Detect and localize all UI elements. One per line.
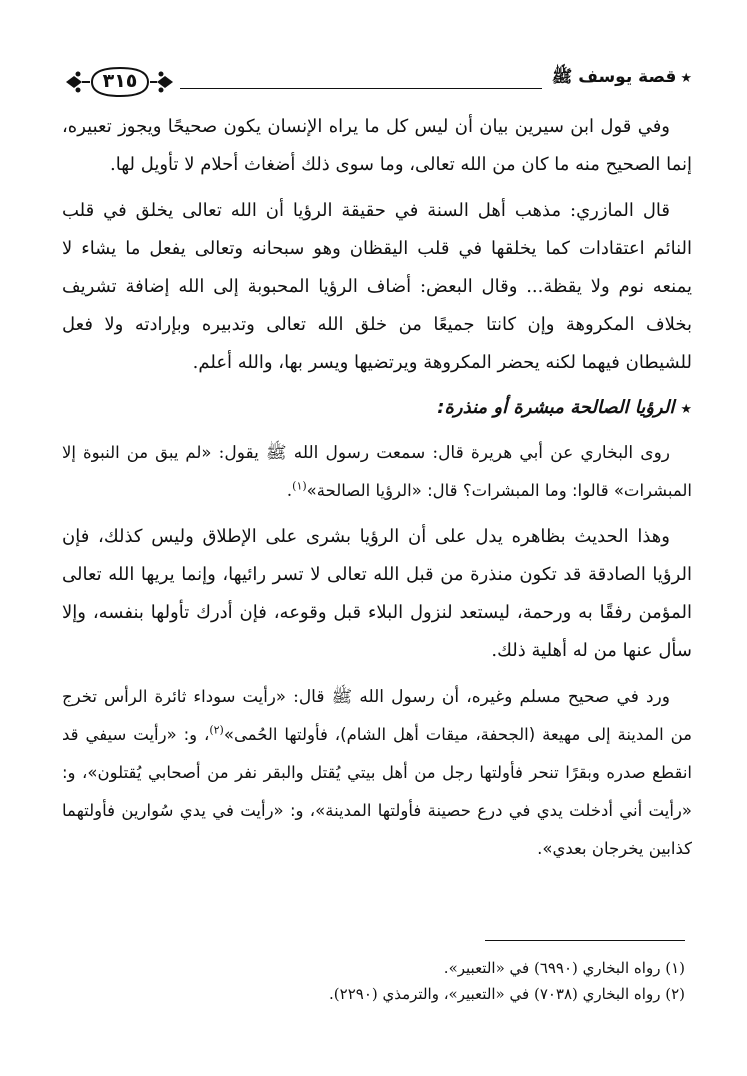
footnote-ref: (٢) [209, 723, 224, 737]
page-number: ٣١٥ [102, 70, 138, 92]
paragraph-1: وفي قول ابن سيرين بيان أن ليس كل ما يراه الإنسان يكون صحيحًا ويجوز تعبيره، إنما الصحيح منه ما كان من الله تعالى، وما سوى ذلك أضغاث أحلام لا تأويل لها. [62, 116, 692, 175]
hadith-quote: «رأيت سوداء ثائرة الرأس تخرج من المدينة إلى مهيعة (الجحفة، ميقات أهل الشام)، فأولتها الحُمى» [62, 687, 692, 744]
paragraph-4: وهذا الحديث بظاهره يدل على أن الرؤيا بشرى على الإطلاق وليس كذلك، فإن الرؤيا الصادقة قد تكون منذرة من قبل الله تعالى لا تسر رائيها، وإنما يريها الله تعالى المؤمن رفقًا به ورحمة، ليستعد لنزول البلاء قبل وقوعه، فإن أدرك تأولها بنفسه، وإلا سأل عنها من له أهلية ذلك. [62, 526, 692, 661]
hadith-quote: ، و: «رأيت سيفي قد انقطع صدره وبقرًا تنحر فأولتها رجل من أهل بيتي يُقتل والبقر نفر من أصحابي يُقتلون»، و: «رأيت أني أدخلت يدي في درع حصينة فأولتها المدينة»، و: «رأيت في يدي سُوارين فأولتهما كذابين يخرجان بعدي». [62, 725, 692, 858]
page-header [62, 60, 692, 104]
star-icon: ★ [680, 402, 692, 417]
page-number-ornament [62, 64, 177, 100]
paragraph-2: قال المازري: مذهب أهل السنة في حقيقة الرؤيا أن الله تعالى يخلق في قلب النائم اعتقادات كما يخلقها في قلب اليقظان وهو سبحانه وتعالى يفعل ما يشاء لا يمنعه نوم ولا يقظة... وقال البعض: أضاف الرؤيا المحبوبة إلى الله إضافة تشريف بخلاف المكروهة وإن كانتا جميعًا من خلق الله تعالى وتدبيره وبإرادته ولا فعل للشيطان فيهما لكنه يحضر المكروهة ويرتضيها ويسر بها، والله أعلم. [62, 200, 692, 373]
footnote-ref: (١) [292, 479, 307, 493]
hadith-quote: «لم يبق من النبوة إلا المبشرات» قالوا: وما المبشرات؟ قال: «الرؤيا الصالحة» [62, 443, 692, 500]
page-body [62, 108, 692, 868]
header-rule [180, 88, 542, 89]
section-heading: ★الرؤيا الصالحة مبشرة أو منذرة: [437, 397, 692, 418]
footnotes [55, 955, 685, 1007]
footnote: (١) رواه البخاري (٦٩٩٠) في «التعبير». [443, 959, 685, 977]
running-title: ★قصة يوسف ﷺ [551, 67, 692, 87]
star-icon: ★ [680, 71, 692, 86]
footnote-rule [485, 940, 685, 941]
footnote: (٢) رواه البخاري (٧٠٣٨) في «التعبير»، والترمذي (٢٢٩٠). [329, 985, 685, 1003]
paragraph-3: روى البخاري عن أبي هريرة قال: سمعت رسول الله ﷺ يقول: «لم يبق من النبوة إلا المبشرات» قالوا: وما المبشرات؟ قال: «الرؤيا الصالحة»$^{(١)}$. [62, 443, 692, 501]
paragraph-5: ورد في صحيح مسلم وغيره، أن رسول الله ﷺ قال: «رأيت سوداء ثائرة الرأس تخرج من المدينة إلى مهيعة (الجحفة، ميقات أهل الشام)، فأولتها الحُمى»$^{(٢)}$، و: «رأيت سيفي قد انقطع صدره وبقرًا تنحر فأولتها رجل من أهل بيتي يُقتل والبقر نفر من أصحابي يُقتلون»، و: «رأيت أني أدخلت يدي في درع حصينة فأولتها المدينة»، و: «رأيت في يدي سُوارين فأولتهما كذابين يخرجان بعدي». [62, 687, 692, 858]
